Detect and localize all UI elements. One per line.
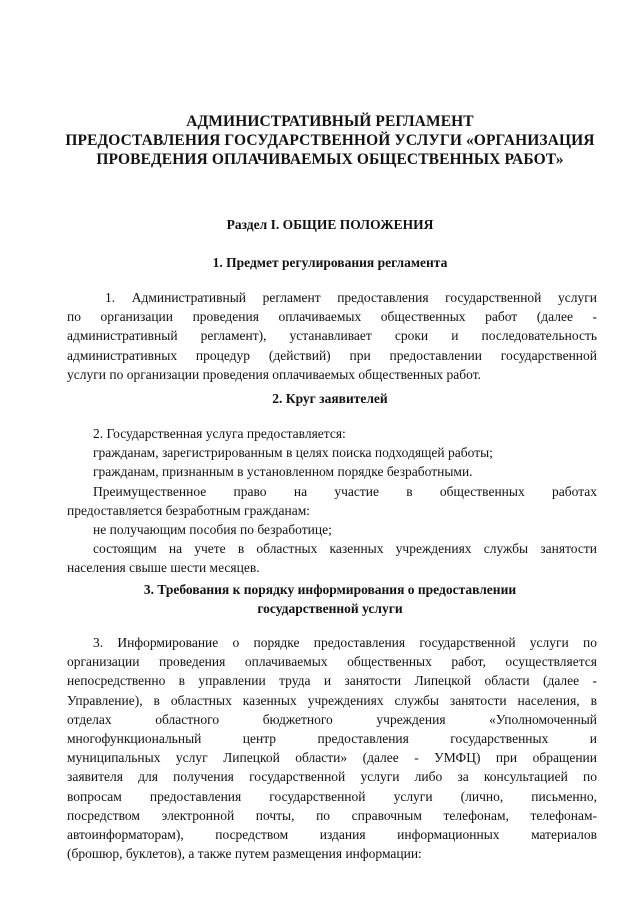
paragraph-line: 1. Административный регламент предоставления государственной услуги [105, 290, 597, 305]
paragraph-line: муниципальных услуг Липецкой области» (далее - УМФЦ) при обращении [67, 750, 597, 766]
title-line: ПРОВЕДЕНИЯ ОПЛАЧИВАЕМЫХ ОБЩЕСТВЕННЫХ РАБОТ» [96, 151, 564, 168]
paragraph-line: посредством электронной почты, по справочным телефонам, телефонам- [67, 807, 597, 823]
paragraph-line: административный регламент), устанавливает сроки и последовательность [67, 328, 597, 344]
paragraph-line: (брошюр, буклетов), а также путем размещения информации: [67, 846, 422, 862]
paragraph-line: не получающим пособия по безработице; [93, 522, 332, 538]
paragraph-line: организации проведения оплачиваемых общественных работ, осуществляется [67, 654, 597, 670]
section-heading: Раздел I. ОБЩИЕ ПОЛОЖЕНИЯ [226, 217, 434, 232]
subsection-1-paragraph [67, 288, 597, 384]
paragraph-line: многофункциональный центр предоставления государственных и [67, 731, 597, 747]
title-line: АДМИНИСТРАТИВНЫЙ РЕГЛАМЕНТ [186, 113, 474, 130]
subsection-2-paragraph [67, 424, 597, 578]
subsection-2-heading: 2. Круг заявителей [272, 391, 388, 406]
paragraph-line: административных процедур (действий) при предоставлении государственной [67, 347, 597, 363]
paragraph-line: по организации проведения оплачиваемых общественных работ (далее - [67, 309, 597, 325]
paragraph-line: предоставляется безработным гражданам: [67, 502, 311, 518]
document-title [60, 112, 600, 169]
paragraph-line: состоящим на учете в областных казенных учреждениях службы занятости [93, 541, 597, 557]
paragraph-line: отделах областного бюджетного учреждения «Уполномоченный [67, 711, 597, 727]
paragraph-line: автоинформаторам), посредством издания информационных материалов [67, 827, 597, 843]
subsection-1-heading: 1. Предмет регулирования регламента [212, 255, 448, 270]
paragraph-line: гражданам, зарегистрированным в целях поиска подходящей работы; [93, 445, 493, 461]
paragraph-line: непосредственно в управлении труда и занятости Липецкой области (далее - [67, 673, 597, 689]
subsection-3-heading [60, 580, 600, 618]
paragraph-line: Управление), в областных казенных учреждениях службы занятости населения, в [67, 692, 597, 708]
paragraph-line: услуги по организации проведения оплачиваемых общественных работ. [67, 366, 481, 382]
heading-line: 3. Требования к порядку информирования о предоставлении [143, 582, 517, 597]
paragraph-line: 3. Информирование о порядке предоставления государственной услуги по [93, 635, 597, 650]
paragraph-line: Преимущественное право на участие в общественных работах [93, 483, 597, 499]
paragraph-line: заявителя для получения государственной услуги либо за консультацией по [67, 769, 597, 785]
subsection-3-paragraph [67, 633, 597, 863]
paragraph-line: населения свыше шести месяцев. [67, 560, 260, 576]
paragraph-line: гражданам, признанным в установленном порядке безработными. [93, 464, 473, 480]
title-line: ПРЕДОСТАВЛЕНИЯ ГОСУДАРСТВЕННОЙ УСЛУГИ «ОРГАНИЗАЦИЯ [65, 132, 595, 149]
heading-line: государственной услуги [257, 601, 403, 616]
paragraph-line: вопросам предоставления государственной услуги (лично, письменно, [67, 788, 597, 804]
paragraph-line: 2. Государственная услуга предоставляется: [93, 426, 346, 441]
